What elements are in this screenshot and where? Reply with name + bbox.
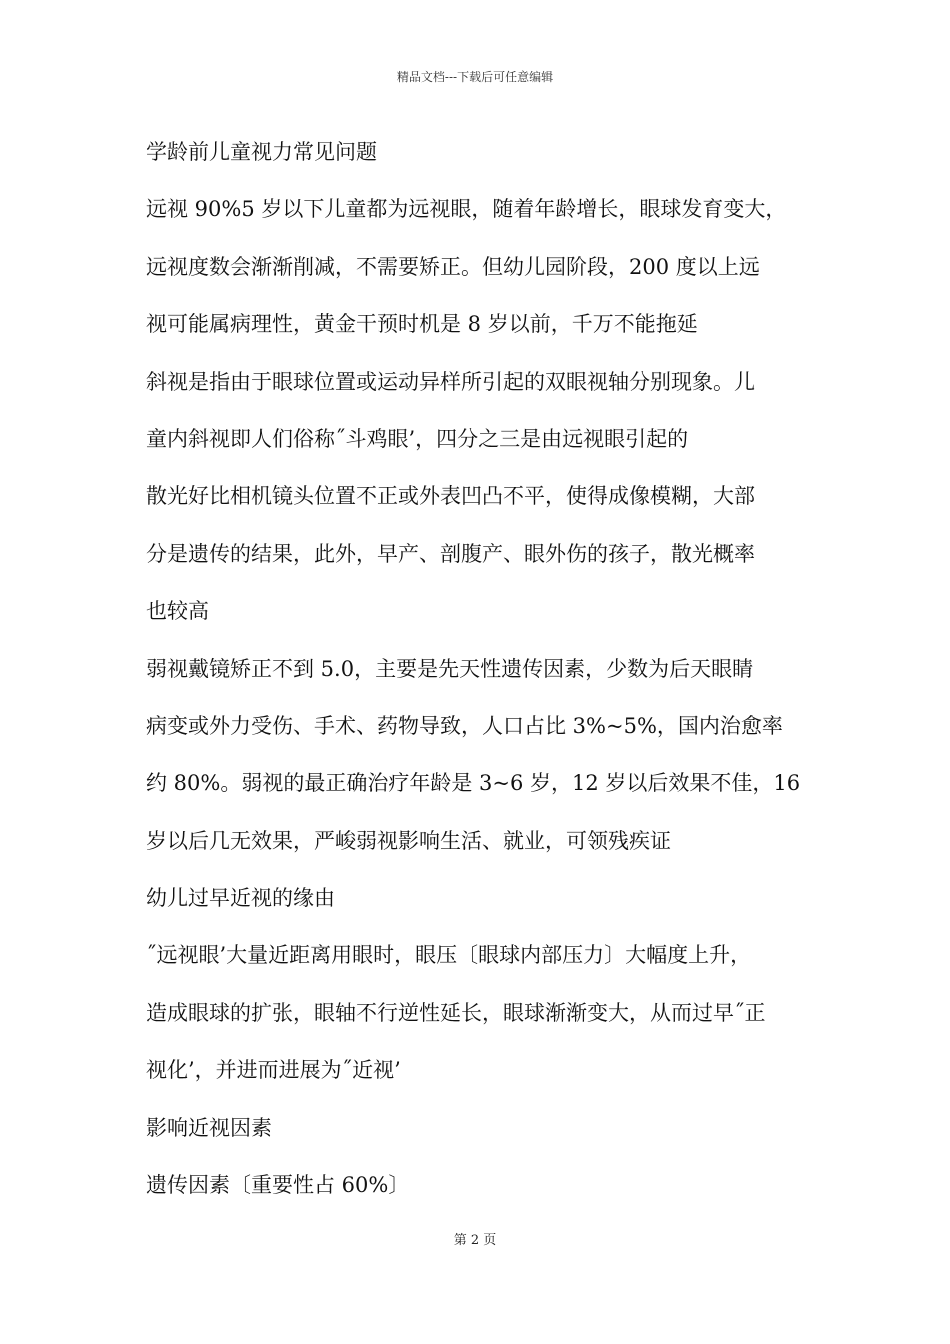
paragraph-line: 岁以后几无效果，严峻弱视影响生活、就业，可领残疾证 (146, 828, 671, 853)
paragraph-line: ˝远视眼’大量近距离用眼时，眼压〔眼球内部压力〕大幅度上升， (146, 943, 752, 968)
paragraph-line: 弱视戴镜矫正不到 5.0，主要是先天性遗传因素，少数为后天眼睛 (146, 656, 754, 681)
paragraph-line: 遗传因素〔重要性占 60%〕 (146, 1173, 410, 1198)
heading-myopia-factors: 影响近视因素 (146, 1115, 272, 1140)
page-header: 精品文档---下载后可任意编辑 (396, 70, 554, 84)
paragraph-line: 散光好比相机镜头位置不正或外表凹凸不平，使得成像模糊，大部 (146, 484, 755, 509)
paragraph-line: 病变或外力受伤、手术、药物导致，人口占比 3%~5%，国内治愈率 (146, 713, 783, 738)
page-number: 第 2 页 (453, 1233, 497, 1248)
document-body (146, 140, 826, 1230)
paragraph-line: 约 80%。弱视的最正确治疗年龄是 3~6 岁，12 岁以后效果不佳，16 (146, 771, 801, 796)
paragraph-line: 视化’，并进而进展为˝近视’ (146, 1058, 401, 1083)
paragraph-line: 造成眼球的扩张，眼轴不行逆性延长，眼球渐渐变大，从而过早˝正 (146, 1000, 766, 1025)
paragraph-line: 分是遗传的结果，此外，早产、剖腹产、眼外伤的孩子，散光概率 (146, 541, 755, 566)
paragraph-line: 童内斜视即人们俗称˝斗鸡眼’，四分之三是由远视眼引起的 (146, 426, 689, 451)
heading-early-myopia-causes: 幼儿过早近视的缘由 (146, 886, 335, 911)
paragraph-line: 也较高 (146, 599, 209, 624)
heading-preschool-vision-problems: 学龄前儿童视力常见问题 (146, 140, 377, 164)
paragraph-line: 远视 90%5 岁以下儿童都为远视眼，随着年龄增长，眼球发育变大， (146, 197, 787, 222)
paragraph-line: 视可能属病理性，黄金干预时机是 8 岁以前，千万不能拖延 (146, 312, 698, 337)
paragraph-line: 远视度数会渐渐削减，不需要矫正。但幼儿园阶段，200 度以上远 (146, 254, 760, 279)
paragraph-line: 斜视是指由于眼球位置或运动异样所引起的双眼视轴分别现象。儿 (146, 369, 755, 394)
